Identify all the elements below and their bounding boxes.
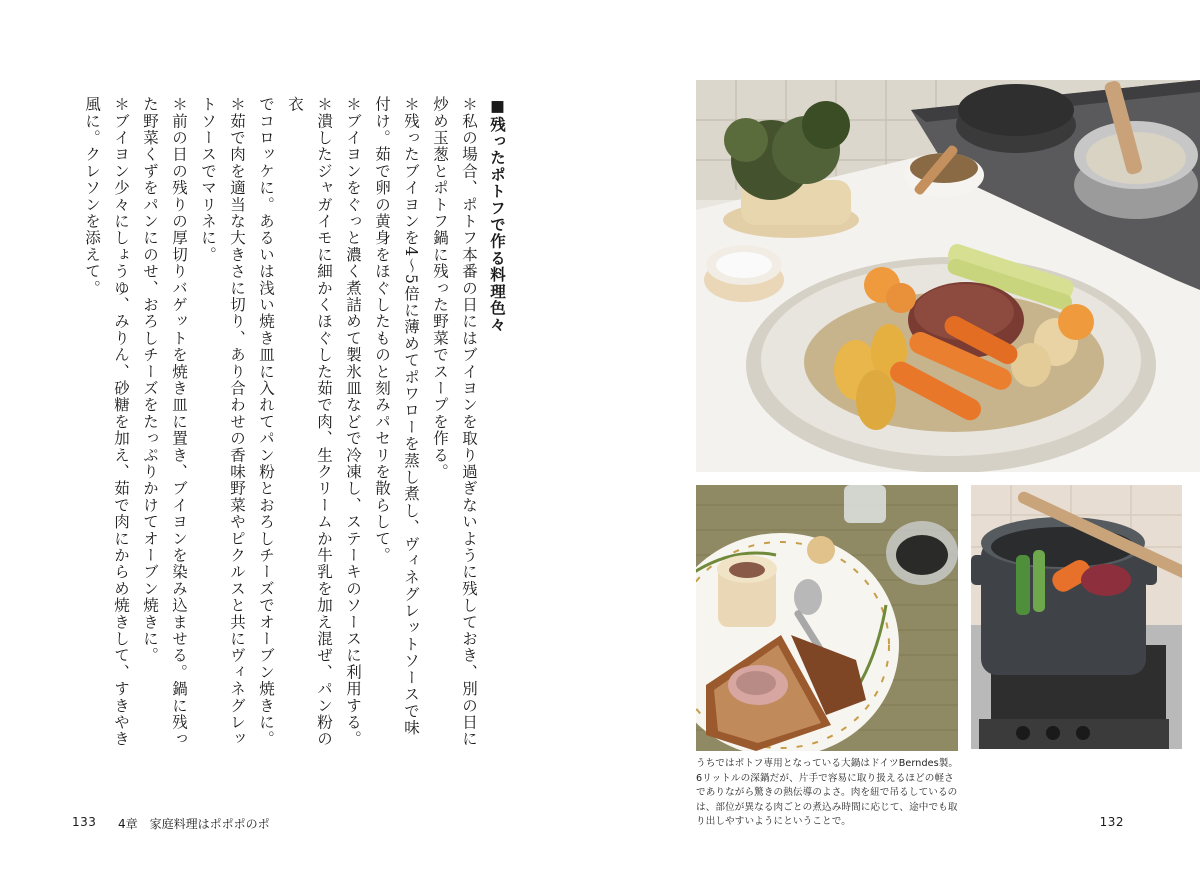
text-line: ＊ブイヨンをぐっと濃く煮詰めて製氷皿などで冷凍し、ステーキのソースに利用する。 xyxy=(344,96,362,748)
right-page xyxy=(600,0,1200,882)
running-header xyxy=(118,815,270,832)
stockpot-on-stove-photo xyxy=(971,485,1182,749)
text-line: ＊茹で肉を適当な大きさに切り、あり合わせの香味野菜やピクルスと共にヴィネグレッ xyxy=(228,96,246,748)
text-line: 炒め玉葱とポトフ鍋に残った野菜でスープを作る。 xyxy=(431,96,449,481)
text-line: 風に。クレソンを添えて。 xyxy=(83,96,101,297)
bone-marrow-toast-photo xyxy=(696,485,958,751)
chapter-title: 家庭料理はポポポのポ xyxy=(149,817,270,831)
text-line: ＊残ったブイヨンを4〜5倍に薄めてポワローを蒸し煮し、ヴィネグレットソースで味 xyxy=(402,96,420,737)
chapter-number: 4章 xyxy=(118,817,138,831)
section-heading: ■残ったポトフで作る料理色々 xyxy=(488,96,507,334)
text-line: でコロッケに。あるいは浅い焼き皿に入れてパン粉とおろしチーズでオーブン焼きに。 xyxy=(257,96,275,748)
page-number-right: 132 xyxy=(1099,815,1124,829)
text-line: 付け。茹で卵の黄身をほぐしたものと刻みパセリを散らして。 xyxy=(373,96,391,564)
recipe-text-block xyxy=(77,96,512,756)
text-line: ＊ブイヨン少々にしょうゆ、みりん、砂糖を加え、茹で肉にからめ焼きして、すきやき xyxy=(112,96,130,748)
text-line: トソースでマリネに。 xyxy=(199,96,217,263)
text-line: ＊私の場合、ポトフ本番の日にはブイヨンを取り過ぎないように残しておき、別の日に xyxy=(460,96,478,748)
text-line: ＊潰したジャガイモに細かくほぐした茹で肉、生クリームか牛乳を加え混ぜ、パン粉の衣 xyxy=(286,96,333,748)
text-line: ＊前の日の残りの厚切りバゲットを焼き皿に置き、ブイヨンを染み込ませる。鍋に残っ xyxy=(170,96,188,748)
pot-au-feu-platter-photo xyxy=(696,80,1200,472)
photo-caption: うちではポトフ専用となっている大鍋はドイツBerndes製。6リットルの深鍋だが、片手で容易に取り扱えるほどの軽さでありながら驚きの熱伝導のよさ。肉を紐で吊るしているのは、部位が異なる肉ごとの煮込み時間に応じて、途中でも取り出しやすいようにということで。 xyxy=(696,758,959,828)
page-number-left: 133 xyxy=(72,815,97,829)
text-line: た野菜くずをパンにのせ、おろしチーズをたっぷりかけてオーブン焼きに。 xyxy=(141,96,159,664)
